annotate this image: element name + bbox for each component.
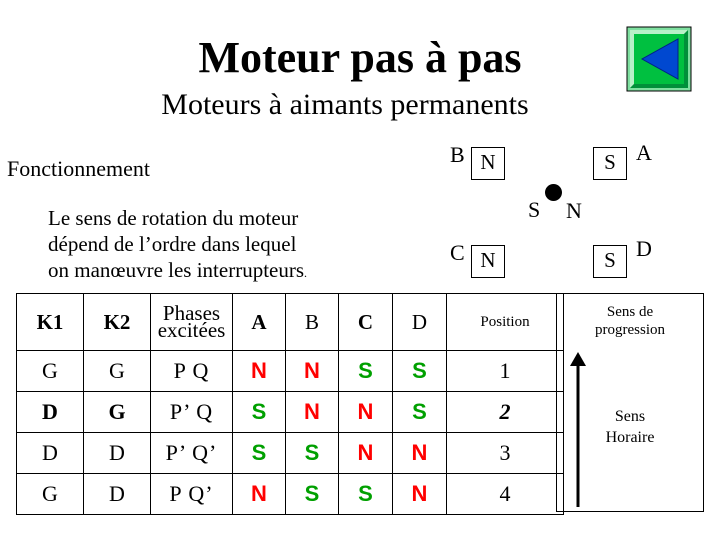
progression-arrow-icon — [568, 352, 588, 507]
back-button[interactable] — [626, 26, 692, 92]
cell-c: S — [339, 351, 393, 392]
cell-c: N — [339, 433, 393, 474]
cell-phases: P Q — [151, 351, 233, 392]
stator-b: N — [471, 147, 505, 180]
cell-k1: D — [17, 433, 84, 474]
cell-d: N — [393, 433, 447, 474]
header-a: A — [233, 294, 286, 351]
rotor-south-label: S — [528, 197, 541, 222]
cell-c: N — [339, 392, 393, 433]
header-c: C — [339, 294, 393, 351]
cell-k2: D — [84, 474, 151, 515]
direction-label: Sens Horaire — [605, 408, 655, 446]
header-k1: K1 — [17, 294, 84, 351]
phase-table — [16, 293, 564, 515]
cell-phases: P Q’ — [151, 474, 233, 515]
description — [48, 205, 307, 286]
rotor-dot — [545, 184, 562, 201]
header-b: B — [286, 294, 339, 351]
page-subtitle: Moteurs à aimants permanents — [161, 88, 529, 121]
cell-d: S — [393, 351, 447, 392]
table-header-row — [17, 294, 564, 351]
cell-a: N — [233, 351, 286, 392]
description-line: dépend de l’ordre dans lequel — [48, 232, 297, 256]
cell-k1: G — [17, 474, 84, 515]
header-position: Position — [447, 294, 564, 351]
table-row — [17, 474, 564, 515]
cell-k1: D — [17, 392, 84, 433]
cell-position: 1 — [447, 351, 564, 392]
header-d: D — [393, 294, 447, 351]
pole-b-label: B — [450, 142, 465, 167]
cell-b: S — [286, 474, 339, 515]
pole-a-label: A — [636, 140, 652, 165]
cell-b: N — [286, 351, 339, 392]
section-title: Fonctionnement — [7, 156, 150, 181]
description-line: Le sens de rotation du moteur — [48, 206, 299, 230]
header-k2: K2 — [84, 294, 151, 351]
rotor-north-label: N — [566, 198, 582, 223]
stator-d: S — [593, 245, 627, 278]
pole-d-label: D — [636, 236, 652, 261]
back-triangle-icon — [626, 26, 692, 92]
cell-phases: P’ Q — [151, 392, 233, 433]
cell-b: S — [286, 433, 339, 474]
cell-position: 4 — [447, 474, 564, 515]
stator-a: S — [593, 147, 627, 180]
page-title: Moteur pas à pas — [198, 33, 522, 82]
stator-c: N — [471, 245, 505, 278]
cell-k1: G — [17, 351, 84, 392]
cell-k2: G — [84, 392, 151, 433]
cell-k2: G — [84, 351, 151, 392]
cell-position: 3 — [447, 433, 564, 474]
table-row — [17, 351, 564, 392]
cell-a: S — [233, 392, 286, 433]
cell-a: S — [233, 433, 286, 474]
cell-d: N — [393, 474, 447, 515]
cell-k2: D — [84, 433, 151, 474]
progression-label: Sens de progression — [595, 304, 665, 338]
header-phases: Phases excitées — [151, 294, 233, 351]
table-row — [17, 433, 564, 474]
cell-phases: P’ Q’ — [151, 433, 233, 474]
pole-c-label: C — [450, 240, 465, 265]
description-line: on manœuvre les interrupteurs. — [48, 258, 308, 282]
cell-b: N — [286, 392, 339, 433]
cell-c: S — [339, 474, 393, 515]
cell-a: N — [233, 474, 286, 515]
table-row — [17, 392, 564, 433]
cell-d: S — [393, 392, 447, 433]
cell-position: 2 — [447, 392, 564, 433]
